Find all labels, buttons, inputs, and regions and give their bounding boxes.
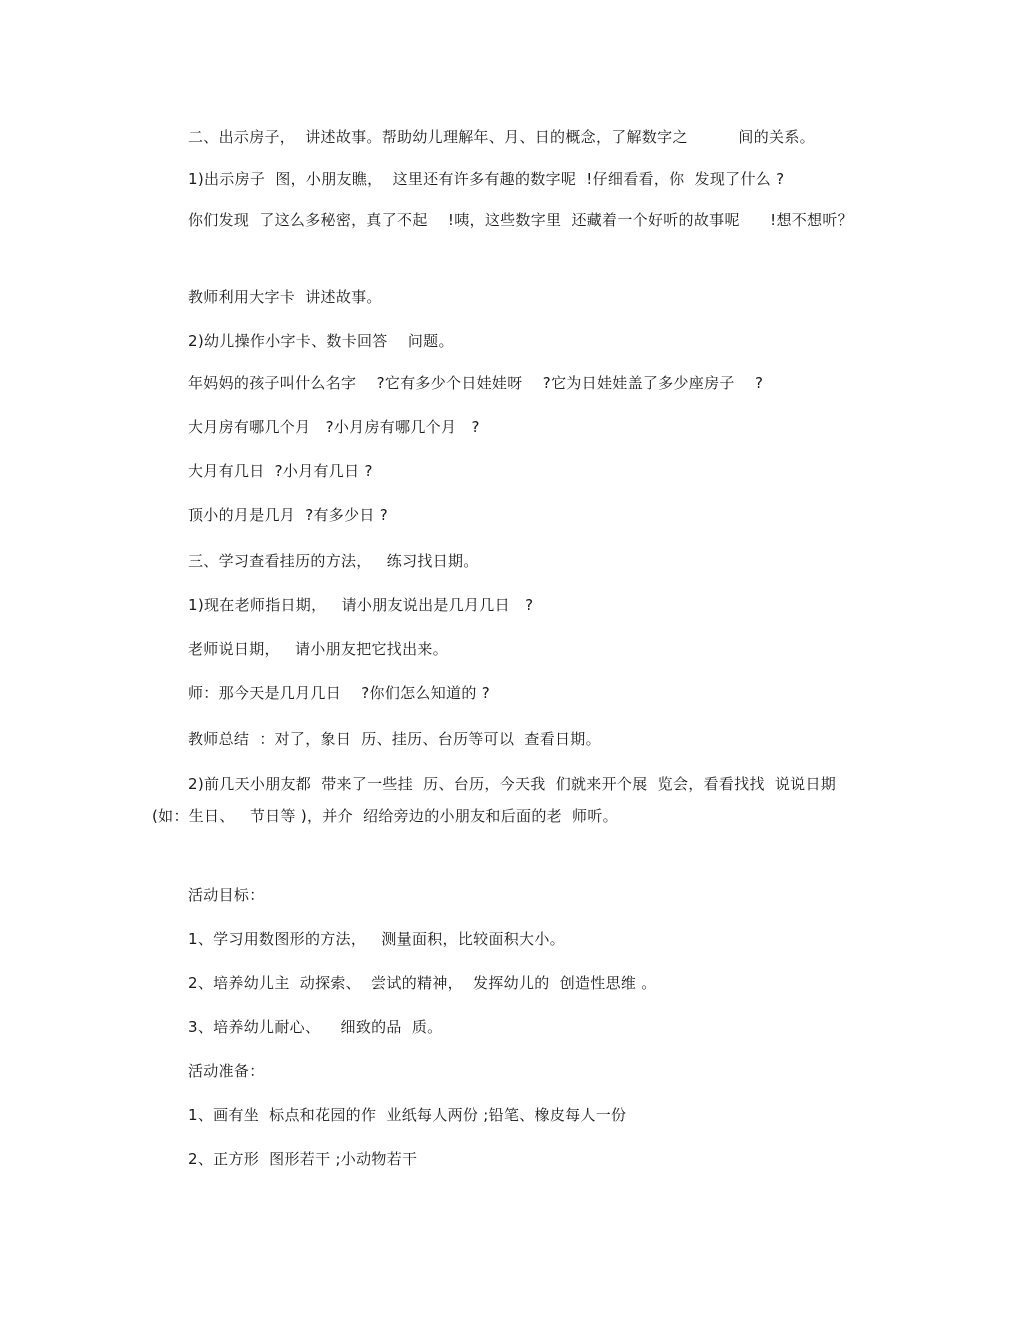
question-d: 顶小的月是几月 ?有多少日 ? (188, 506, 389, 524)
paragraph-s3: 师：那今天是几月几日 ?你们怎么知道的 ? (188, 684, 490, 702)
activity-prep-heading: 活动准备： (188, 1062, 265, 1080)
paragraph-s2: 老师说日期， 请小朋友把它找出来。 (188, 640, 449, 658)
activity-prep-item: 1、画有坐 标点和花园的作 业纸每人两份 ;铅笔、橡皮每人一份 (188, 1106, 627, 1124)
activity-prep-item: 2、正方形 图形若干 ;小动物若干 (188, 1150, 418, 1168)
activity-goal-item: 1、学习用数图形的方法， 测量面积，比较面积大小。 (188, 930, 565, 948)
paragraph-story-intro: 你们发现 了这么多秘密，真了不起 !咦，这些数字里 还藏着一个好听的故事呢 !想不想听？ (188, 211, 853, 229)
paragraph-teacher-tells: 教师利用大字卡 讲述故事。 (188, 288, 382, 306)
activity-goal-item: 3、培养幼儿耐心、 细致的品 质。 (188, 1018, 443, 1036)
paragraph-s5: 2)前几天小朋友都 带来了一些挂 历、台历，今天我 们就来开个展 览会，看看找找 说说日期 (如：生日、 节日等 )，并介 绍给旁边的小朋友和后面的老 师听。 (152, 775, 842, 825)
activity-goals-heading: 活动目标： (188, 886, 265, 904)
paragraph-s4: 教师总结 ：对了，象日 历、挂历、台历等可以 查看日期。 (188, 730, 601, 748)
section-heading-3: 三、学习查看挂历的方法， 练习找日期。 (188, 552, 479, 570)
paragraph-q2: 2)幼儿操作小字卡、数卡回答 问题。 (188, 332, 454, 350)
question-c: 大月有几日 ?小月有几日 ? (188, 462, 373, 480)
question-a: 年妈妈的孩子叫什么名字 ?它有多少个日娃娃呀 ?它为日娃娃盖了多少座房子 ? (188, 374, 764, 392)
section-heading-2: 二、出示房子， 讲述故事。帮助幼儿理解年、月、日的概念，了解数字之 间的关系。 (188, 128, 815, 146)
question-b: 大月房有哪几个月 ?小月房有哪几个月 ? (188, 418, 480, 436)
activity-goal-item: 2、培养幼儿主 动探索、 尝试的精神， 发挥幼儿的 创造性思维 。 (188, 974, 657, 992)
paragraph-s1: 1)现在老师指日期， 请小朋友说出是几月几日 ? (188, 596, 534, 614)
paragraph-q1: 1)出示房子 图，小朋友瞧， 这里还有许多有趣的数字呢 !仔细看看，你 发现了什么 ? (188, 170, 785, 188)
